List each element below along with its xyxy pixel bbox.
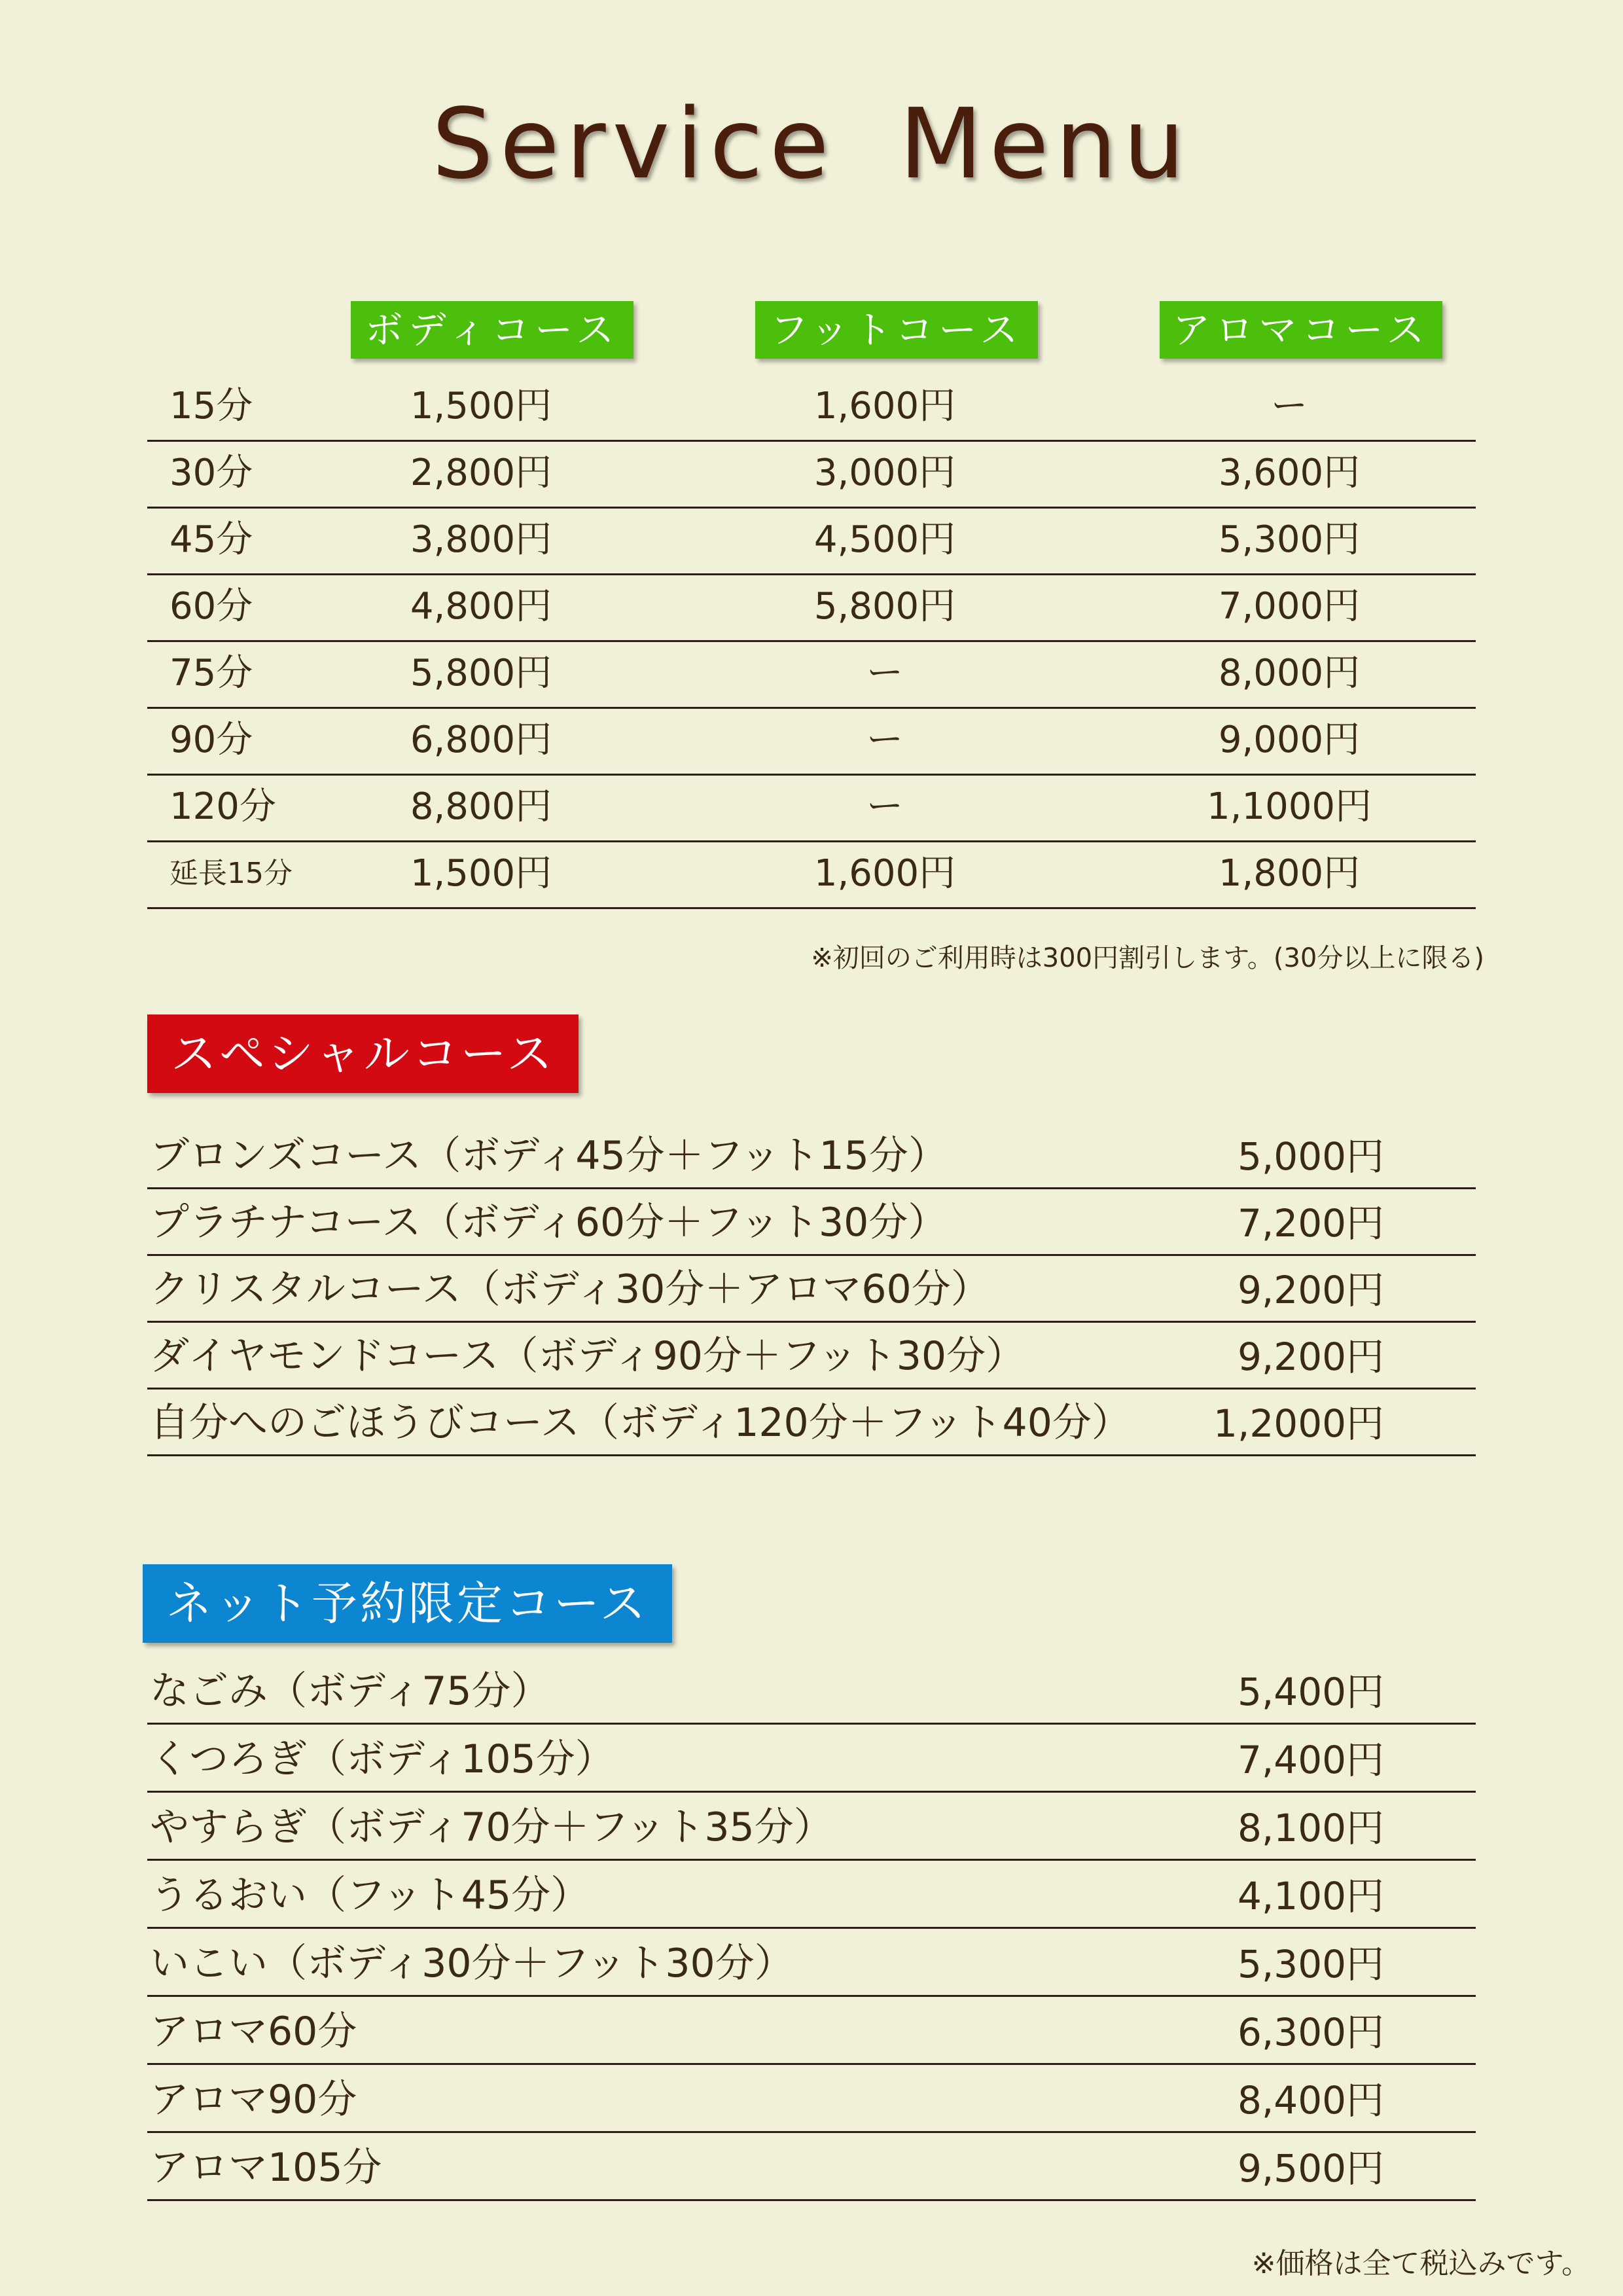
- course-price: 8,400円: [1237, 2078, 1384, 2123]
- first-visit-note: ※初回のご利用時は300円割引します。(30分以上に限る): [811, 943, 1484, 973]
- price-row: [147, 707, 1476, 776]
- body-price: 2,800円: [410, 452, 552, 494]
- column-header-aroma: アロマコース: [1160, 301, 1442, 359]
- page-title: Service Menu: [431, 88, 1192, 200]
- net-course-row: [147, 1995, 1476, 2065]
- course-name: アロマ90分: [150, 2077, 357, 2123]
- body-price: 1,500円: [410, 852, 552, 895]
- foot-price: 4,500円: [813, 518, 956, 561]
- course-name: うるおい（フット45分）: [150, 1873, 590, 1918]
- net-course-row: [147, 1859, 1476, 1929]
- foot-price: ー: [866, 719, 903, 761]
- course-name: やすらぎ（ボディ70分＋フット35分）: [150, 1804, 833, 1850]
- price-row: [147, 840, 1476, 909]
- special-course-heading: スペシャルコース: [147, 1014, 579, 1093]
- course-price: 9,200円: [1237, 1268, 1384, 1312]
- aroma-price: 1,800円: [1218, 852, 1361, 895]
- price-row: [147, 774, 1476, 842]
- aroma-price: 7,000円: [1218, 585, 1361, 628]
- course-name: ブロンズコース（ボディ45分＋フット15分）: [150, 1133, 948, 1179]
- net-course-row: [147, 2131, 1476, 2201]
- price-row: [147, 640, 1476, 709]
- course-price: 1,2000円: [1213, 1401, 1384, 1446]
- duration-label: 30分: [169, 452, 253, 494]
- aroma-price: 5,300円: [1218, 518, 1361, 561]
- course-name: ダイヤモンドコース（ボディ90分＋フット30分）: [150, 1333, 1026, 1379]
- net-course-row: [147, 2063, 1476, 2133]
- net-course-row: [147, 1723, 1476, 1793]
- course-price: 7,200円: [1237, 1201, 1384, 1246]
- duration-label: 120分: [169, 785, 276, 828]
- course-name: いこい（ボディ30分＋フット30分）: [150, 1941, 794, 1986]
- course-name: くつろぎ（ボディ105分）: [150, 1736, 615, 1782]
- body-price: 4,800円: [410, 585, 552, 628]
- foot-price: 1,600円: [813, 385, 956, 427]
- net-course-row: [147, 1656, 1476, 1725]
- duration-label: 60分: [169, 585, 253, 628]
- course-name: アロマ60分: [150, 2009, 357, 2054]
- course-name: アロマ105分: [150, 2145, 382, 2191]
- aroma-price: 3,600円: [1218, 452, 1361, 494]
- foot-price: ー: [866, 652, 903, 694]
- body-price: 3,800円: [410, 518, 552, 561]
- special-course-row: [147, 1321, 1476, 1390]
- duration-label: 45分: [169, 518, 253, 561]
- body-price: 1,500円: [410, 385, 552, 427]
- net-course-row: [147, 1927, 1476, 1997]
- body-price: 5,800円: [410, 652, 552, 694]
- foot-price: 3,000円: [813, 452, 956, 494]
- net-course-row: [147, 1791, 1476, 1861]
- aroma-price: 1,1000円: [1207, 785, 1372, 828]
- price-row: [147, 573, 1476, 642]
- duration-label: 延長15分: [169, 857, 293, 890]
- foot-price: ー: [866, 785, 903, 828]
- column-header-foot: フットコース: [755, 301, 1038, 359]
- course-price: 5,300円: [1237, 1942, 1384, 1986]
- course-price: 9,500円: [1237, 2146, 1384, 2191]
- foot-price: 5,800円: [813, 585, 956, 628]
- body-price: 8,800円: [410, 785, 552, 828]
- price-row: [147, 440, 1476, 509]
- course-name: なごみ（ボディ75分）: [150, 1668, 550, 1714]
- course-name: プラチナコース（ボディ60分＋フット30分）: [150, 1200, 948, 1246]
- course-name: 自分へのごほうびコース（ボディ120分＋フット40分）: [150, 1400, 1131, 1446]
- course-price: 5,000円: [1237, 1134, 1384, 1179]
- aroma-price: 9,000円: [1218, 719, 1361, 761]
- duration-label: 90分: [169, 719, 253, 761]
- aroma-price: ー: [1271, 385, 1308, 427]
- special-course-row: [147, 1254, 1476, 1323]
- aroma-price: 8,000円: [1218, 652, 1361, 694]
- duration-label: 75分: [169, 652, 253, 694]
- course-price: 7,400円: [1237, 1738, 1384, 1782]
- course-price: 8,100円: [1237, 1806, 1384, 1850]
- net-course-heading: ネット予約限定コース: [143, 1564, 672, 1643]
- course-name: クリスタルコース（ボディ30分＋アロマ60分）: [150, 1266, 990, 1312]
- course-price: 4,100円: [1237, 1874, 1384, 1918]
- course-price: 5,400円: [1237, 1670, 1384, 1714]
- special-course-row: [147, 1121, 1476, 1189]
- special-course-row: [147, 1187, 1476, 1256]
- course-price: 6,300円: [1237, 2010, 1384, 2054]
- column-header-body: ボディコース: [351, 301, 633, 359]
- price-row: [147, 373, 1476, 442]
- body-price: 6,800円: [410, 719, 552, 761]
- course-price: 9,200円: [1237, 1335, 1384, 1379]
- special-course-row: [147, 1388, 1476, 1456]
- tax-note: ※価格は全て税込みです。: [1251, 2247, 1590, 2280]
- foot-price: 1,600円: [813, 852, 956, 895]
- duration-label: 15分: [169, 385, 253, 427]
- price-row: [147, 507, 1476, 575]
